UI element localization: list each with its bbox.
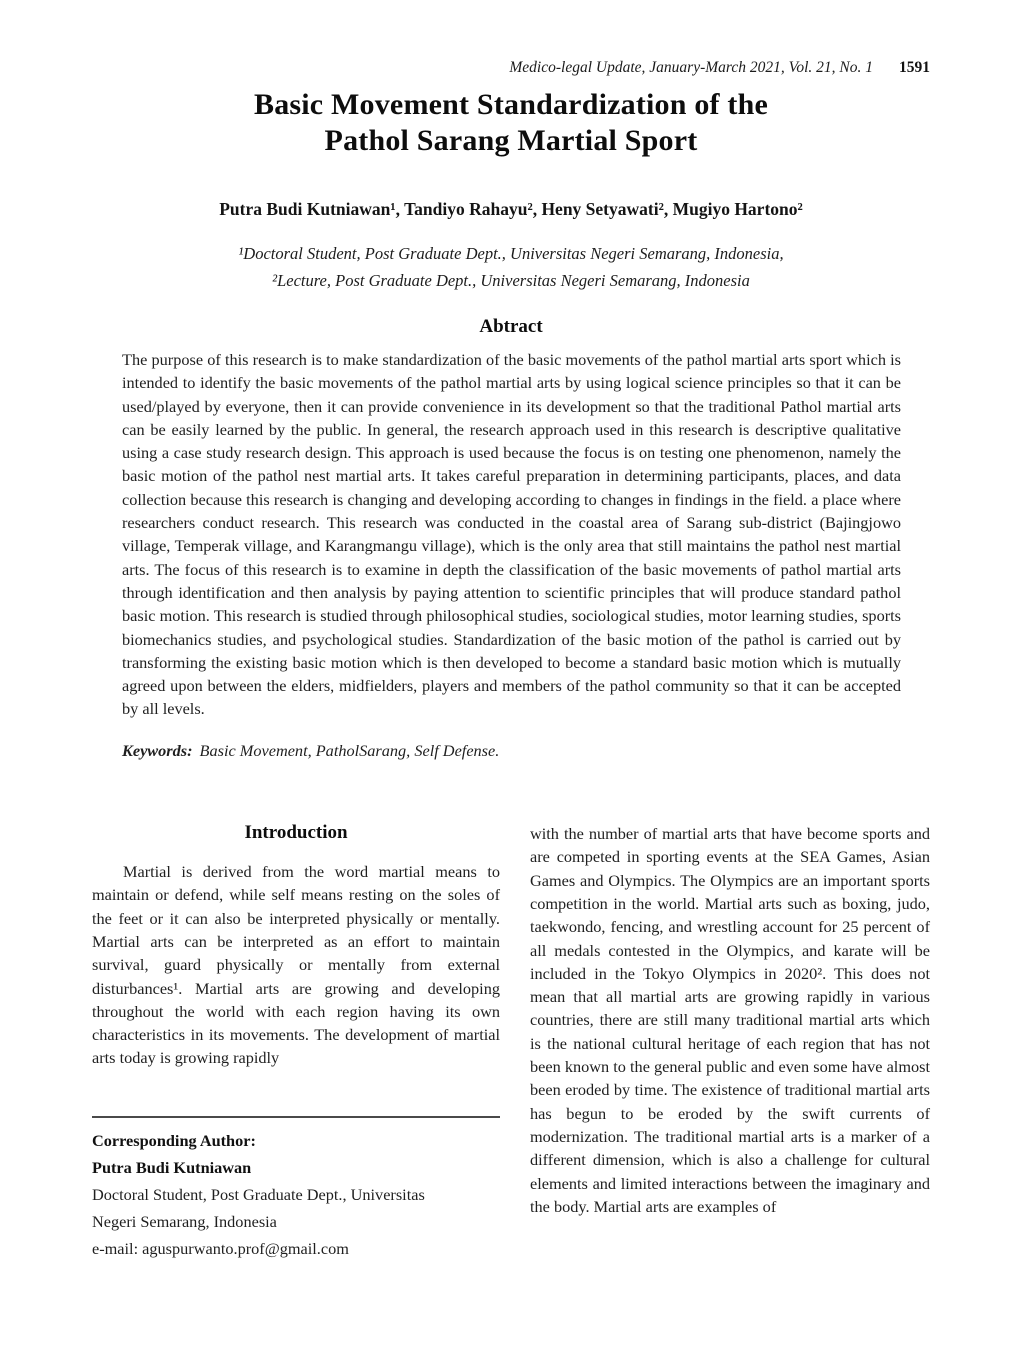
corresponding-author-name: Putra Budi Kutniawan	[92, 1158, 252, 1178]
corresponding-author-label: Corresponding Author:	[92, 1131, 256, 1151]
affiliation-1: ¹Doctoral Student, Post Graduate Dept., Universitas Negeri Semarang, Indonesia,	[238, 244, 784, 263]
corresponding-author-email: e-mail: aguspurwanto.prof@gmail.com	[92, 1239, 349, 1259]
authors-line: Putra Budi Kutniawan¹, Tandiyo Rahayu², Heny Setyawati², Mugiyo Hartono²	[219, 199, 803, 219]
abstract-heading: Abtract	[479, 316, 543, 337]
corresponding-author-affiliation-line-2: Negeri Semarang, Indonesia	[92, 1212, 277, 1232]
introduction-heading: Introduction	[244, 822, 348, 844]
page-number: 1591	[899, 59, 930, 76]
corresponding-author-divider	[92, 1116, 500, 1118]
introduction-paragraph-right: with the number of martial arts that have become sports and are competed in sporting events at the SEA Games, Asian Games and Olympics. The Olympics are an important sports competition in the world. Martial arts such as boxing, judo, taekwondo, fencing, and wrestling account for 25 percent of all medals contested in the Olympics, and karate will be included in the Tokyo Olympics in 2020². This does not mean that all martial arts are growing rapidly in various countries, there are still many traditional martial arts which is the national cultural heritage of each region that has not been known to the general public and even some have almost been eroded by time. The existence of traditional martial arts has begun to be eroded by the swift currents of modernization. The traditional martial arts is a marker of a different dimension, which is also a challenge for cultural elements and limited interactions between the imaginary and the body. Martial arts are examples of	[530, 824, 930, 1216]
abstract-text: The purpose of this research is to make standardization of the basic movements of the pathol martial arts sport which is intended to identify the basic movements of the pathol martial arts by using logical science principles so that it can be used/played by everyone, then it can provide convenience in its development so that the traditional Pathol martial arts can be easily learned by the public. In general, the research approach used in this research is descriptive qualitative using a case study research design. This approach is used because the focus is on testing one phenomenon, namely the basic motion of the pathol nest martial arts. It takes careful preparation in determining participants, places, and data collection because this research is changing and developing according to changes in findings in the field. a place where researchers conduct research. This research was conducted in the coastal area of Sarang sub-district (Bajingjowo village, Temperak village, and Karangmangu village), which is the only area that still maintains the pathol nest martial arts. The focus of this research is to examine in depth the classification of the basic movements of pathol martial arts through identification and then analysis by paying attention to scientific principles that will produce standard pathol basic motion. This research is studied through philosophical studies, sociological studies, motor learning studies, sports biomechanics studies, and psychological studies. Standardization of the basic motion of the pathol is carried out by transforming the existing basic motion which is then developed to become a standard basic motion which is mutually agreed upon between the elders, midfielders, players and members of the pathol community so that it can be accepted by all levels.	[122, 350, 901, 719]
affiliation-2: ²Lecture, Post Graduate Dept., Universitas Negeri Semarang, Indonesia	[272, 271, 750, 290]
article-title	[92, 87, 930, 159]
article-title-line-2: Pathol Sarang Martial Sport	[324, 124, 698, 157]
running-header	[92, 58, 930, 77]
article-title-line-1: Basic Movement Standardization of the	[253, 88, 769, 121]
corresponding-author-block	[92, 1116, 500, 1262]
affiliations-block	[92, 240, 930, 294]
corresponding-author-affiliation-line-1: Doctoral Student, Post Graduate Dept., Universitas	[92, 1185, 425, 1205]
keywords-text: Basic Movement, PatholSarang, Self Defense.	[199, 740, 500, 760]
journal-info: Medico-legal Update, January-March 2021, Vol. 21, No. 1	[509, 59, 873, 76]
two-column-body	[92, 822, 930, 1262]
left-column	[92, 822, 500, 1262]
right-column	[530, 822, 930, 1262]
keywords-line	[122, 739, 901, 762]
introduction-paragraph-left: Martial is derived from the word martial means to maintain or defend, while self means resting on the soles of the feet or it can also be interpreted physically or mentally. Martial arts can be interpreted as an effort to maintain survival, guard physically or mentally from external disturbances¹. Martial arts are growing and developing throughout the world with each region having its own characteristics in its movements. The development of martial arts today is growing rapidly	[92, 862, 500, 1068]
keywords-label: Keywords:	[122, 740, 193, 760]
